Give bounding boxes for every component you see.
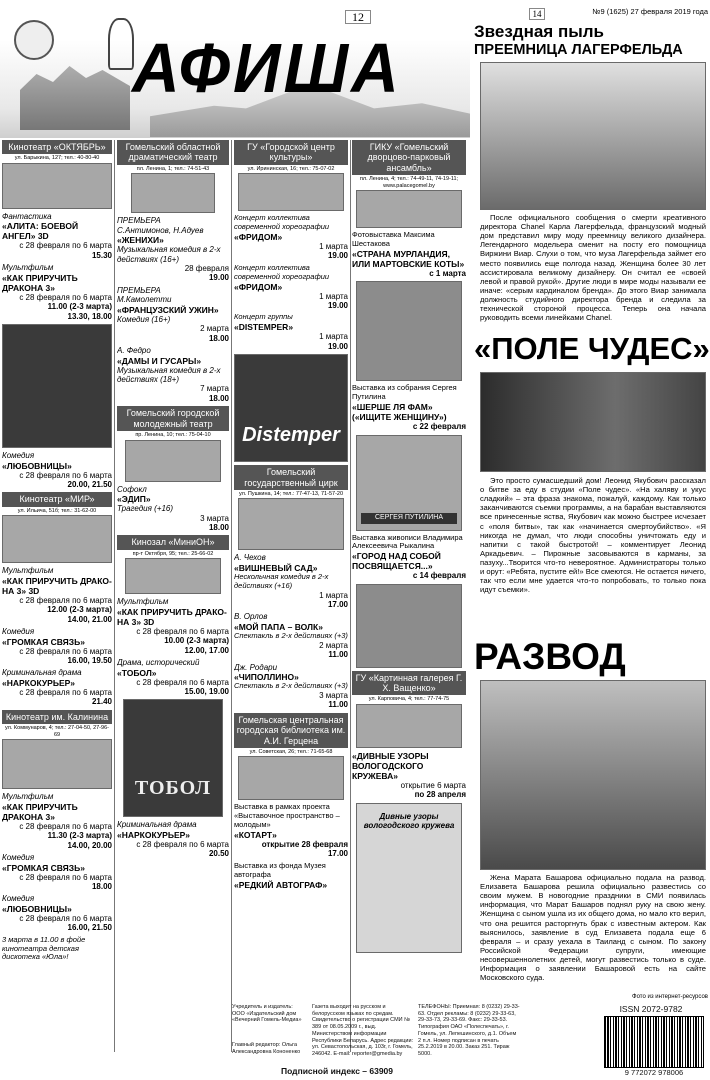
venue-address: ул. Пушкина, 14; тел.: 77-47-13, 71-57-20	[238, 490, 344, 497]
event-time: 18.00	[208, 333, 229, 343]
event	[117, 485, 229, 533]
page-number-right: 14	[529, 8, 545, 20]
event-time: 21.40	[91, 697, 112, 707]
exhibition-poster	[356, 281, 462, 381]
event	[234, 612, 348, 659]
venue-header: Кинотеатр им. Калинина	[2, 710, 112, 724]
event-title: «КАК ПРИРУЧИТЬ ДРАКО-НА 3» 3D	[2, 575, 112, 596]
event-date: 2 марта	[319, 640, 348, 650]
event-desc: Музыкальная комедия в 2-х действиях (16+)	[117, 245, 221, 264]
event-title: «КОТАРТ»	[234, 829, 277, 840]
event-genre: Комедия	[2, 853, 35, 863]
event-genre: Мультфильм	[2, 792, 54, 802]
event	[234, 663, 348, 710]
event-date: открытие 6 марта	[400, 781, 466, 791]
event-date: 3 марта	[319, 690, 348, 700]
event	[117, 658, 229, 696]
event-desc: Выставка живописи Владимира Алексеевича Рыкалина	[352, 532, 463, 551]
venue-address: ул. Ильича, 51б; тел.: 31-62-00	[17, 507, 97, 514]
photo-credit: Фото из интернет-ресурсов	[632, 994, 708, 1000]
imprint	[232, 1002, 710, 1080]
event-date: 3 марта	[200, 513, 229, 523]
event-time: 19.00	[327, 341, 348, 351]
event-title: «ДИВНЫЕ УЗОРЫ ВОЛОГОДСКОГО КРУЖЕВА»	[352, 750, 429, 781]
event-title: «КАК ПРИРУЧИТЬ ДРАКОНА 3»	[2, 272, 78, 293]
event	[2, 263, 112, 321]
movie-poster	[123, 699, 223, 817]
event	[117, 820, 229, 858]
event-author: А. Федро	[117, 346, 151, 356]
event	[2, 451, 112, 489]
imprint-contacts: ТЕЛЕФОНЫ: Приемная: 8 (0232) 29-33-63. Отдел рекламы: 8 (0232) 29-33-63, 29-33-73, 29-33-69. Факс: 29-33-53. Типография ОАО «Полеспечать», г. Гомель, ул. Лепешинского, д.1. Объем 2 п.л. Номер подписан в печать 25.2.2019 в 20.00. Заказ 251. Тираж 5000.	[418, 1004, 520, 1057]
event-desc: Выставка из собрания Сергея Путилина	[352, 383, 457, 402]
event-desc: Концерт группы	[234, 312, 293, 322]
event-time: 15.30	[91, 250, 112, 260]
event-time: 15.00, 19.00	[184, 686, 229, 696]
event-time: 16.00, 19.50	[67, 656, 112, 665]
event-time: 10.00 (2-3 марта)	[164, 636, 229, 646]
event-desc: Концерт коллектива современной хореографии	[234, 262, 330, 281]
venue-address: ул. Барыкина, 127; тел.: 40-80-40	[14, 155, 100, 162]
exhibition-poster	[356, 435, 462, 531]
venue-header: ГУ «Городской центр культуры»	[234, 140, 348, 165]
venue-header: Кинозал «МиниОН»	[117, 535, 229, 549]
event-time: 19.00	[208, 273, 229, 283]
event-title: «ТОБОЛ»	[117, 667, 157, 678]
venue-address: ул. Ирининская, 16; тел.: 75-07-02	[247, 165, 335, 172]
event-date: по 28 апреля	[414, 790, 466, 800]
headline: ПРЕЕМНИЦА ЛАГЕРФЕЛЬДА	[474, 42, 683, 58]
event-time: 16.00, 21.50	[67, 923, 112, 933]
event-desc: Выставка в рамках проекта «Выставочное пространство – молодым»	[234, 802, 340, 830]
event-title: «ЧИПОЛЛИНО»	[234, 672, 299, 683]
event-desc: Спектакль в 2-х действиях (+3)	[234, 630, 348, 640]
venue-address: пр. Ленина, 10; тел.: 75-04-10	[135, 432, 211, 439]
event-title: «ШЕРШЕ ЛЯ ФАМ» («ИЩИТЕ ЖЕНЩИНУ»)	[352, 402, 447, 423]
event-dates: с 28 февраля по 6 марта	[136, 839, 229, 849]
event	[352, 231, 466, 278]
event-time: 20.50	[208, 849, 229, 859]
event	[234, 862, 348, 890]
divider	[231, 140, 232, 1052]
venue-photo	[356, 190, 462, 228]
event	[234, 803, 348, 858]
article-photo	[480, 680, 706, 870]
event-title: «МОЙ ПАПА – ВОЛК»	[234, 621, 323, 632]
event	[234, 313, 348, 351]
event	[117, 216, 229, 283]
event-title: «ГРОМКАЯ СВЯЗЬ»	[2, 636, 85, 647]
event	[2, 668, 112, 706]
event-date: с 22 февраля	[412, 422, 466, 432]
movie-poster	[2, 324, 112, 448]
event-date: 1 марта	[319, 332, 348, 342]
event-title: «ГОРОД НАД СОБОЙ ПОСВЯЩАЕТСЯ...»	[352, 551, 441, 572]
venue-photo	[131, 173, 215, 213]
event-time: 13.30, 18.00	[67, 311, 112, 321]
event-desc: Музыкальная комедия в 2-х действиях (18+)	[117, 365, 221, 385]
event	[234, 264, 348, 311]
event-title: «НАРКОКУРЬЕР»	[2, 677, 76, 688]
venue-header: ГУ «Картинная галерея Г. Х. Ващенко»	[352, 671, 466, 696]
venue-photo	[2, 739, 112, 789]
event-date: с 14 февраля	[412, 571, 466, 581]
venue-address: ул. Карповича, 4; тел.: 77-74-75	[368, 696, 450, 703]
divider	[350, 140, 351, 1052]
event-desc: Трагедия (+16)	[117, 504, 173, 514]
article-photo	[480, 62, 706, 210]
exhibition-poster	[356, 584, 462, 668]
event-date: 1 марта	[319, 590, 348, 600]
venue-photo	[238, 173, 344, 211]
event-time: 14.00, 20.00	[67, 840, 112, 850]
event-time: 11.00	[328, 700, 348, 710]
event-dates: с 28 февраля по 6 марта	[19, 913, 112, 923]
event	[234, 214, 348, 261]
event-title: «СТРАНА МУРЛАНДИЯ, ИЛИ МАРТОВСКИЕ КОТЫ»	[352, 248, 465, 269]
column-cinemas	[2, 140, 112, 1056]
event-time: 18.00	[208, 393, 229, 403]
venue-address: пр-т Октября, 95; тел.: 25-66-02	[132, 550, 214, 557]
event-title: «ФРАНЦУЗСКИЙ УЖИН»	[117, 304, 219, 315]
event	[2, 566, 112, 624]
event-dates: с 28 февраля по 6 марта	[19, 470, 112, 480]
event-author: С.Антимонов, Н.Адуев	[117, 225, 204, 235]
venue-header: Гомельская центральная городская библиотека им. А.И. Герцена	[234, 713, 348, 748]
poster-title: Distemper	[242, 423, 340, 446]
event-dates: с 28 февраля по 6 марта	[136, 626, 229, 636]
event-genre: Криминальная драма	[2, 668, 82, 678]
event-title: «ЖЕНИХИ»	[117, 235, 164, 246]
event-title: «КАК ПРИРУЧИТЬ ДРАКО-НА 3» 3D	[117, 606, 227, 627]
note: 3 марта в 11.00 в фойе кинотеатра детская дискотека «Юла»!	[2, 934, 86, 962]
article-photo	[480, 372, 706, 472]
venue-photo	[356, 704, 462, 748]
event-desc: Фотовыставка Максима Шестакова	[352, 230, 435, 249]
event	[2, 894, 112, 932]
venue-address: пл. Ленина, 1; тел.: 74-51-43	[136, 165, 210, 172]
poster-caption: СЕРГЕЯ ПУТИЛИНА	[361, 513, 457, 523]
event	[117, 597, 229, 655]
event-title: «ЛЮБОВНИЦЫ»	[2, 903, 72, 914]
event-title: «ВИШНЕВЫЙ САД»	[234, 562, 318, 573]
event	[352, 384, 466, 431]
issn: ISSN 2072-9782	[619, 1004, 683, 1014]
article-text: После официального сообщения о смерти креативного директора Chanel Карла Лагерфельда, французский модный дом представил миру моду преемницу великого дизайнера. Легендарного модельера сменит на посту его помощница Виржини Виар. Слухи о том, что муза Лагерфельда займет его место появились еще полгода назад. Женщина более 30 лет ассистировала великому дизайнеру. Он считал ее «своей левой и правой рукой». Другие люди в мире моды называли ее иначе: «серым кардиналом бренда». До этого Виар занимала должность студийного директора бренда и следила за технической стороной процесса. Теперь она начала руководить всеми линейками Chanel.	[480, 213, 706, 323]
event-genre: Мультфильм	[2, 566, 54, 576]
event-genre: Мультфильм	[117, 597, 169, 607]
venue-header: Кинотеатр «ОКТЯБРЬ»	[2, 140, 112, 154]
headline: РАЗВОД	[474, 636, 626, 677]
event-title: «ДАМЫ И ГУСАРЫ»	[117, 355, 202, 366]
venue-address: ул. Коммунаров, 4; тел.: 27-04-50, 27-96-69	[5, 725, 109, 738]
event-title: «АЛИТА: БОЕВОЙ АНГЕЛ» 3D	[2, 221, 79, 242]
venue-header: ГИКУ «Гомельский дворцово-парковый ансамбль»	[352, 140, 466, 175]
event-desc: Выставка из фонда Музея автографа	[234, 860, 326, 879]
event-time: 12.00, 17.00	[184, 645, 229, 655]
event-date: 28 февраля	[184, 264, 229, 274]
event-time: 19.00	[327, 251, 348, 261]
section-title: Звездная пыль	[474, 22, 604, 41]
event-title: «ГРОМКАЯ СВЯЗЬ»	[2, 862, 85, 873]
event-time: 17.00	[327, 600, 348, 610]
event-desc: Концерт коллектива современной хореографии	[234, 213, 330, 232]
event-title: «DISTEMPER»	[234, 322, 294, 333]
event-genre: Комедия	[2, 627, 35, 637]
subscription-index: Подписной индекс – 63909	[280, 1066, 394, 1076]
page-title: АФИША	[132, 29, 402, 107]
event-time: 11.00	[328, 650, 348, 660]
event-time: 11.00 (2-3 марта)	[47, 302, 112, 312]
event-date: 2 марта	[200, 324, 229, 334]
event	[117, 346, 229, 403]
event-genre: Драма, исторический	[117, 658, 200, 668]
barcode-number: 9 772072 978006	[624, 1068, 684, 1077]
venue-header: Кинотеатр «МИР»	[2, 492, 112, 506]
event	[2, 212, 112, 260]
event-author: Софокл	[117, 484, 147, 494]
event	[352, 534, 466, 581]
headline: «ПОЛЕ ЧУДЕС»	[474, 331, 710, 366]
column-culture	[234, 140, 348, 1056]
event	[2, 853, 112, 891]
venue-address: ул. Советская, 26; тел.: 71-65-68	[249, 748, 333, 755]
venue-photo	[2, 515, 112, 563]
event	[352, 751, 466, 800]
event-date: с 1 марта	[429, 268, 466, 278]
event	[117, 286, 229, 343]
event-title: «РЕДКИЙ АВТОГРАФ»	[234, 879, 328, 890]
concert-poster	[234, 354, 348, 462]
event-time: 19.00	[327, 301, 348, 310]
event-time: 18.00	[208, 522, 229, 532]
event-time: 12.00 (2-3 марта)	[47, 605, 112, 615]
event-time: 17.00	[327, 849, 348, 859]
event-dates: с 28 февраля по 6 марта	[19, 646, 112, 656]
venue-header: Гомельский государственный цирк	[234, 465, 348, 490]
article-text: Это просто сумасшедший дом! Леонид Якубович рассказал о битве за еду в студии «Поле чудес». «На халяву и укус сладкий» – эта фраза знакома, пожалуй, каждому. Как только заканчиваются съемки программы, а на барабан выставляются все принесенные яства, Якубович как можно быстрее исчезает с «поля битвы», так как «начинается смертоубийство». «Я никогда не думал, что люди способны уничтожать еду и напитки с такой быстротой! – комментирует Леонид Аркадьевич. – Пирожные засовываются в карманы, за пазуху...Творится что-то невероятное. Администраторы только и орут: «Ребята, пустите ей!» Все смеются. Не остается ничего, так что если мне удается что-то попробовать, то только пока идут съемки».	[480, 476, 706, 595]
event-date: 7 марта	[200, 384, 229, 394]
exhibition-poster	[356, 803, 462, 953]
venue-photo	[238, 756, 344, 800]
poster-title: Дивные узоры вологодского кружева	[363, 811, 455, 831]
divider	[114, 140, 115, 1052]
event-dates: с 28 февраля по 6 марта	[19, 595, 112, 605]
event-dates: с 28 февраля по 6 марта	[136, 677, 229, 687]
venue-photo	[238, 498, 344, 550]
barcode	[604, 1016, 704, 1068]
event-author: А. Чехов	[234, 553, 266, 563]
lyre-icon	[108, 18, 134, 70]
event-title: «КАК ПРИРУЧИТЬ ДРАКОНА 3»	[2, 801, 78, 822]
event-title: «ФРИДОМ»	[234, 281, 283, 292]
event-genre: Мультфильм	[2, 263, 54, 273]
masthead	[0, 0, 470, 140]
theatre-masks-icon	[14, 20, 54, 60]
event-time: 18.00	[91, 881, 112, 891]
event-author: В. Орлов	[234, 612, 268, 622]
venue-header: Гомельский городской молодежный театр	[117, 406, 229, 431]
venue-header: Гомельский областной драматический театр	[117, 140, 229, 165]
event-title: «ФРИДОМ»	[234, 231, 283, 242]
event-dates: с 28 февраля по 6 марта	[19, 872, 112, 882]
imprint-editor: Главный редактор: Ольга Александровна Кононенко	[232, 1042, 301, 1055]
event-desc: Нескольчная комедия в 2-х действиях (+16)	[234, 571, 329, 590]
page-number-left: 12	[345, 10, 371, 24]
issue-info: №9 (1625) 27 февраля 2019 года	[592, 7, 708, 16]
imprint-registration: Газета выходит на русском и белорусском языках по средам. Свидетельство о регистрации СМИ № 389 от 08.05.2009 г., выд. Министерством информации Республики Беларусь. Адрес редакции: ул. Севастопольская, д. 103г, г. Гомель, 246042. E-mail: reporter@gmedia.by	[312, 1004, 414, 1057]
event-title: «ЛЮБОВНИЦЫ»	[2, 460, 72, 471]
event-dates: с 28 февраля по 6 марта	[19, 687, 112, 697]
event-label: ПРЕМЬЕРА	[117, 285, 161, 295]
event-genre: Фантастика	[2, 211, 52, 221]
venue-photo	[2, 163, 112, 209]
article-text: Жена Марата Башарова официально подала на развод. Елизавета Башарова решила официально развестись со своим мужем. В новогодние праздники в СМИ появилась информация, что Марат Башаров поднял руку на свою жену. Женщина с сыном ушла из их общего дома, но мало кто верил, что она решится расторгнуть брак с известным актером. Как выяснилось, заявление в суд Елизавета подала еще 6 февраля – и сразу уехала в Таиланд с сыном. По закону Российской Федерации супруги, имеющие несовершеннолетних детей, могут развестись только в суде. Информация о заявлении Башаровой есть на сайте Московского суда.	[480, 873, 706, 983]
event-label: ПРЕМЬЕРА	[117, 216, 161, 226]
imprint-publisher: Учредитель и издатель: ООО «Издательский дом «Вечерний Гомель-Медиа»	[232, 1004, 302, 1024]
column-theatres	[117, 140, 229, 1056]
event-desc: Комедия (16+)	[117, 314, 171, 324]
event	[234, 553, 348, 609]
event-title: «ЭДИП»	[117, 494, 151, 505]
poster-title: ТОБОЛ	[134, 776, 212, 799]
event-time: 14.00, 21.00	[67, 614, 112, 624]
event-time: 11.30 (2-3 марта)	[47, 831, 112, 841]
event-desc: Спектакль в 2-х действиях (+3)	[234, 681, 348, 691]
venue-address: пл. Ленина, 4; тел.: 74-49-11, 74-19-11; www.palacegomel.by	[359, 176, 459, 189]
event-time: 20.00, 21.50	[67, 479, 112, 489]
venue-photo	[125, 558, 221, 594]
event-dates: с 28 февраля по 6 марта	[19, 241, 112, 251]
event-date: 1 марта	[319, 291, 348, 301]
event	[2, 627, 112, 665]
event-title: «НАРКОКУРЬЕР»	[117, 829, 191, 840]
event-genre: Комедия	[2, 894, 35, 904]
event	[2, 792, 112, 850]
event-dates: с 28 февраля по 6 марта	[19, 292, 112, 302]
venue-photo	[125, 440, 221, 482]
event-genre: Комедия	[2, 451, 35, 461]
event-author: М.Камолетти	[117, 295, 172, 305]
event-dates: с 28 февраля по 6 марта	[19, 821, 112, 831]
column-exhibitions	[352, 140, 466, 1056]
event-genre: Криминальная драма	[117, 820, 197, 830]
event-author: Дж. Родари	[234, 662, 278, 672]
event-date: 1 марта	[319, 241, 348, 251]
event-date: открытие 28 февраля	[261, 839, 348, 849]
